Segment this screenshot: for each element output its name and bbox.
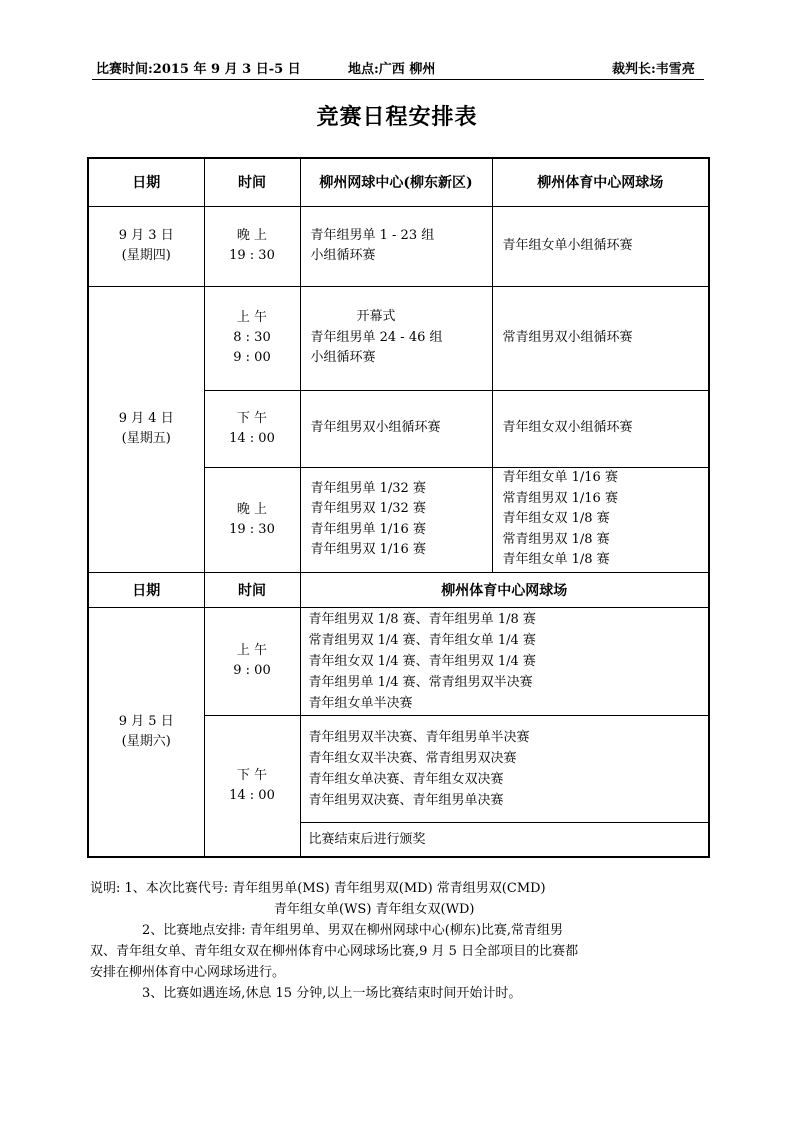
time-cell: 晚 上 19 : 30 <box>204 206 300 286</box>
table-row <box>88 286 709 390</box>
note-line: 安排在柳州体育中心网球场进行。 <box>90 965 286 980</box>
date-cell: 9 月 4 日 (星期五) <box>88 286 204 572</box>
venue2-events: 青年组女单 1/16 赛 常青组男双 1/16 赛 青年组女双 1/8 赛 常青组男双 1/8 赛 青年组女单 1/8 赛 <box>492 467 709 572</box>
note-line: 3、比赛如遇连场,休息 15 分钟,以上一场比赛结束时间开始计时。 <box>142 986 522 1001</box>
venue1-events: 青年组男单 1 - 23 组 小组循环赛 <box>300 206 492 286</box>
time-header: 时间 <box>204 158 300 206</box>
note-line: 2、比赛地点安排: 青年组男单、男双在柳州网球中心(柳东)比赛,常青组男 <box>142 923 564 938</box>
time-cell: 上 午 8 : 30 9 : 00 <box>204 286 300 390</box>
events-cell: 青年组男双半决赛、青年组男单半决赛 青年组女双半决赛、常青组男双决赛 青年组女单决赛、青年组女双决赛 青年组男双决赛、青年组男单决赛 <box>300 715 709 822</box>
venue2-events: 青年组女双小组循环赛 <box>492 390 709 467</box>
time-cell: 下 午 14 : 00 <box>204 715 300 857</box>
opening-ceremony: 开幕式 <box>356 309 396 325</box>
venue2-header: 柳州体育中心网球场 <box>300 572 709 607</box>
note-line: 说明: 1、本次比赛代号: 青年组男单(MS) 青年组男双(MD) 常青组男双(CMD) <box>90 881 546 896</box>
notes <box>90 878 708 1004</box>
award-ceremony: 比赛结束后进行颁奖 <box>300 822 709 857</box>
page-title: 竞赛日程安排表 <box>316 104 478 130</box>
note-line: 青年组女单(WS) 青年组女双(WD) <box>274 902 475 917</box>
table-header-row <box>88 158 709 206</box>
time-header: 时间 <box>204 572 300 607</box>
venue1-events: 青年组男双小组循环赛 <box>300 390 492 467</box>
date-cell: 9 月 3 日 (星期四) <box>88 206 204 286</box>
date-cell: 9 月 5 日 (星期六) <box>88 607 204 857</box>
date-header: 日期 <box>88 158 204 206</box>
table-row <box>88 607 709 715</box>
date-header: 日期 <box>88 572 204 607</box>
venue2-header: 柳州体育中心网球场 <box>492 158 709 206</box>
time-cell: 上 午 9 : 00 <box>204 607 300 715</box>
events-cell: 青年组男双 1/8 赛、青年组男单 1/8 赛 常青组男双 1/4 赛、青年组女单 1/4 赛 青年组女双 1/4 赛、青年组男双 1/4 赛 青年组男单 1/4 赛、常青组男双半决赛 青年组女单半决赛 <box>300 607 709 715</box>
schedule-table <box>87 157 710 858</box>
venue1-header: 柳州网球中心(柳东新区) <box>300 158 492 206</box>
venue1-events: 开幕式 青年组男单 24 - 46 组 小组循环赛 <box>300 286 492 390</box>
chief-referee: 裁判长:韦雪亮 <box>612 62 695 77</box>
time-cell: 晚 上 19 : 30 <box>204 467 300 572</box>
page-header <box>92 57 704 80</box>
match-time: 比赛时间:2015 年 9 月 3 日-5 日 <box>96 62 301 77</box>
time-cell: 下 午 14 : 00 <box>204 390 300 467</box>
table-header-row <box>88 572 709 607</box>
table-row <box>88 206 709 286</box>
venue2-events: 常青组男双小组循环赛 <box>492 286 709 390</box>
venue2-events: 青年组女单小组循环赛 <box>492 206 709 286</box>
note-line: 双、青年组女单、青年组女双在柳州体育中心网球场比赛,9 月 5 日全部项目的比赛都 <box>90 944 579 959</box>
venue1-events: 青年组男单 1/32 赛 青年组男双 1/32 赛 青年组男单 1/16 赛 青年组男双 1/16 赛 <box>300 467 492 572</box>
match-place: 地点:广西 柳州 <box>348 62 436 77</box>
